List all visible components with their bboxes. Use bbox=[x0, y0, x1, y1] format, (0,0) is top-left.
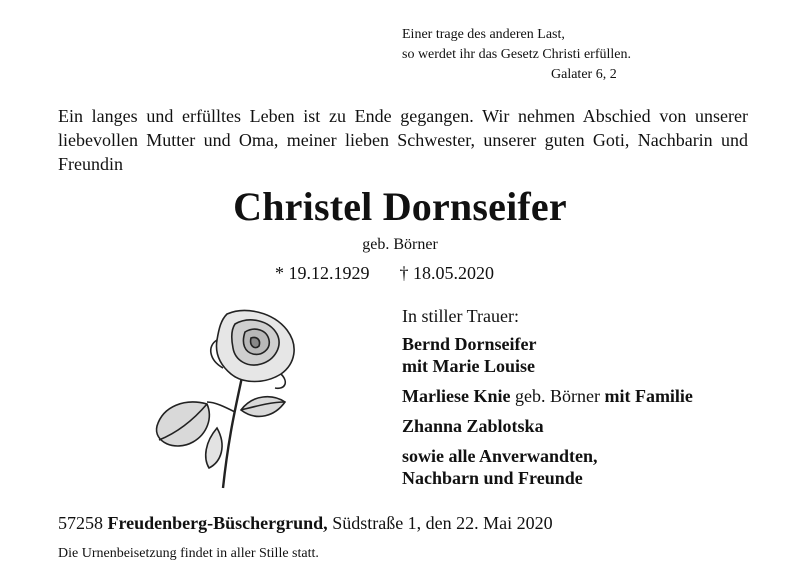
intro-text: Ein langes und erfülltes Leben ist zu Ende gegangen. Wir nehmen Abschied von unserer liebevollen Mutter und Oma, meiner lieben Schwester, unserer guten Goti, Nachbarin und Freundin bbox=[58, 106, 748, 174]
deceased-name: Christel Dornseifer bbox=[233, 184, 567, 229]
address-zip: 57258 bbox=[58, 513, 103, 533]
mourner-group-2-name: Marliese Knie bbox=[402, 386, 511, 406]
death-date: † 18.05.2020 bbox=[399, 263, 494, 283]
mourner-group-2-maiden: geb. Börner bbox=[514, 386, 600, 406]
life-dates bbox=[275, 263, 494, 284]
verse-line-2: so werdet ihr das Gesetz Christi erfüllen. bbox=[402, 47, 631, 62]
bible-verse bbox=[402, 25, 631, 65]
maiden-name: geb. Börner bbox=[362, 236, 438, 253]
mourner-group-2-suffix: mit Familie bbox=[604, 386, 693, 406]
birth-date: * 19.12.1929 bbox=[275, 263, 370, 283]
verse-line-1: Einer trage des anderen Last, bbox=[402, 27, 565, 42]
rose-icon bbox=[145, 302, 315, 492]
mourner-group-1-line-1: Bernd Dornseifer bbox=[402, 334, 537, 354]
verse-reference: Galater 6, 2 bbox=[551, 67, 617, 82]
mourner-group-4-line-1: sowie alle Anverwandten, bbox=[402, 446, 598, 466]
mourners-heading: In stiller Trauer: bbox=[402, 306, 519, 326]
address-place: Freudenberg-Büschergrund, bbox=[107, 513, 328, 533]
address-line bbox=[58, 513, 553, 534]
mourner-group-3: Zhanna Zablotska bbox=[402, 416, 544, 436]
address-rest: Südstraße 1, den 22. Mai 2020 bbox=[332, 513, 553, 533]
mourner-group-1-line-2: mit Marie Louise bbox=[402, 356, 535, 376]
mourners-block bbox=[402, 305, 693, 489]
burial-note: Die Urnenbeisetzung findet in aller Stille statt. bbox=[58, 546, 319, 561]
mourner-group-2 bbox=[402, 385, 693, 407]
mourner-group-4-line-2: Nachbarn und Freunde bbox=[402, 468, 583, 488]
